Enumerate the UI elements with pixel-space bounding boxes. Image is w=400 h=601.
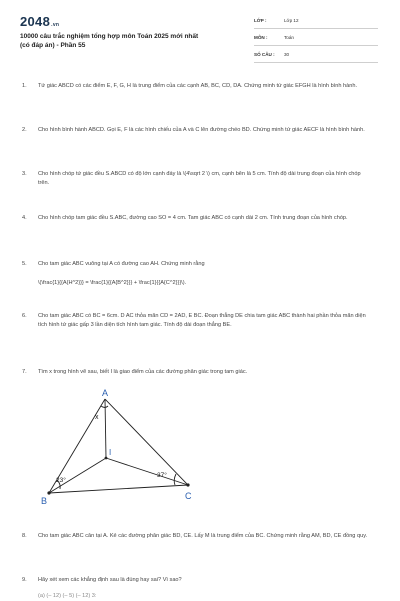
meta-key: MÔN : xyxy=(254,35,268,40)
site-logo[interactable] xyxy=(20,14,59,29)
partial-text: (a) (– 12) (– 5) (– 12) 3: xyxy=(38,593,97,599)
meta-value: Lớp 12 xyxy=(284,18,299,23)
question-text: Cho tam giác ABC vuông tại A có đường cao AH. Chứng minh rằng xyxy=(38,261,205,267)
question-text: Cho hình bình hành ABCD. Gọi E, F là các hình chiếu của A và C lên đường chéo BD. Chứng minh tứ giác AECF là hình bình hành. xyxy=(38,127,365,133)
logo-suffix: .vn xyxy=(51,22,60,28)
vertex-label-c: C xyxy=(185,491,192,501)
angle-label-b: 23° xyxy=(56,477,66,484)
question-number: 6. xyxy=(22,313,27,319)
meta-row-subject xyxy=(254,32,378,46)
meta-key: SỐ CÂU : xyxy=(254,52,275,57)
meta-value: 30 xyxy=(284,52,290,57)
question-text: Cho hình chóp tứ giác đều S.ABCD có độ lớn cạnh đáy là \(4\sqrt 2 \) cm, cạnh bên là 5 cm. Tính độ dài trung đoạn của hình chóp trên. xyxy=(38,171,361,186)
point-c xyxy=(186,483,189,486)
point-label-i: I xyxy=(109,448,112,457)
meta-key: LỚP : xyxy=(254,18,267,23)
question-number: 7. xyxy=(22,369,27,375)
side-bc xyxy=(49,485,188,493)
title-line-2: (có đáp án) - Phần 55 xyxy=(20,41,86,49)
angle-arc-c xyxy=(174,474,176,485)
segment-bi xyxy=(49,458,106,493)
point-b xyxy=(47,491,50,494)
meta-value: Toán xyxy=(284,35,294,40)
question-number: 9. xyxy=(22,577,27,583)
question-number: 5. xyxy=(22,261,27,267)
logo-text: 2048 xyxy=(20,14,51,29)
point-i xyxy=(105,457,108,460)
question-text: Tứ giác ABCD có các điểm E, F, G, H là trung điểm của các cạnh AB, BC, CD, DA. Chứng minh tứ giác EFGH là hình bình hành. xyxy=(38,83,358,89)
question-text: Cho hình chóp tam giác đều S.ABC, đường cao SO = 4 cm. Tam giác ABC có cạnh dài 2 cm. Tính trung đoạn của hình chóp. xyxy=(38,215,348,221)
question-number: 3. xyxy=(22,171,27,177)
triangle-figure xyxy=(36,385,206,507)
question-text: Cho tam giác ABC cân tại A. Kẻ các đường phân giác BD, CE. Lấy M là trung điểm của BC. Chứng minh rằng AM, BD, CE đồng quy. xyxy=(38,533,368,539)
title-line-1: 10000 câu trắc nghiệm tổng hợp môn Toán 2025 mới nhất xyxy=(20,33,199,40)
side-ac xyxy=(105,399,188,485)
document-title xyxy=(20,33,250,50)
angle-arc-a xyxy=(101,406,108,408)
meta-box xyxy=(254,15,378,66)
vertex-label-b: B xyxy=(41,496,48,506)
question-number: 2. xyxy=(22,127,27,133)
question-formula: \(\frac{1}{{A{H^2}}} = \frac{1}{{A{B^2}}} + \frac{1}{{A{C^2}}}\). xyxy=(38,280,187,286)
angle-label-c: 37° xyxy=(157,472,167,479)
question-number: 1. xyxy=(22,83,27,89)
meta-row-count xyxy=(254,49,378,63)
segment-ci xyxy=(106,458,188,485)
page-header xyxy=(0,0,400,66)
question-text: Cho tam giác ABC có BC = 6cm. D AC thỏa mãn CD = 2AD, E BC. Đoạn thẳng DE chia tam giác ABC thành hai phần thỏa mãn diện tích hình tứ giác gấp 3 lần diện tích hình tam giác. Tính độ dài đoạn thẳng BE. xyxy=(38,313,366,328)
question-number: 8. xyxy=(22,533,27,539)
meta-row-class xyxy=(254,15,378,29)
question-text: Tìm x trong hình vẽ sau, biết I là giao điểm của các đường phân giác trong tam giác. xyxy=(38,369,248,375)
angle-label-x: x xyxy=(95,414,99,421)
question-number: 4. xyxy=(22,215,27,221)
vertex-label-a: A xyxy=(102,388,109,398)
question-text: Hãy xét xem các khẳng định sau là đúng hay sai? Vì sao? xyxy=(38,577,182,583)
